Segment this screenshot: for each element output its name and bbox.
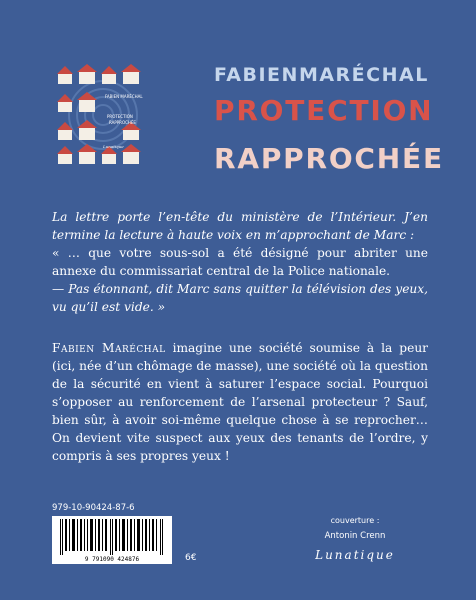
excerpt-paragraph-1: La lettre porte l’en-tête du ministère de l’Intérieur. J’en termine la lecture à haute voix en m’approchant de Marc :: [52, 210, 428, 242]
thumb-arc-text-1: FABIEN MARÉCHAL: [105, 94, 143, 99]
thumb-publisher: Lunatique: [103, 144, 124, 149]
blurb-text: imagine une société soumise à la peur (ici, née d’un chômage de masse), une société où la question de la sécurité en vient à saturer l’espace social. Pourquoi s’opposer au renforcement de l’arsenal protecteur ? Sauf, bien sûr, à avoir soi-même quelque chose à se reprocher… On devient vite suspect aux yeux des tenants de l’ordre, y compris à ses propres yeux !: [52, 341, 428, 463]
price: 6€: [185, 553, 197, 563]
excerpt-paragraph-3: [52, 280, 428, 316]
author-name: [214, 64, 428, 86]
book-title-line-2: RAPPROCHÉE: [214, 142, 444, 175]
author-first-name: FABIEN: [214, 64, 299, 86]
barcode: [52, 516, 172, 564]
blurb-author: Fabien Maréchal: [52, 341, 166, 355]
isbn: 979-10-90424-87-6: [52, 503, 135, 513]
excerpt-paragraph-3-text: Pas étonnant, dit Marc sans quitter la télévision des yeux, vu qu’il est vide. »: [52, 282, 428, 314]
author-last-name: MARÉCHAL: [298, 64, 429, 86]
thumb-arc-text-3: RAPPROCHÉE: [109, 120, 136, 125]
barcode-bars: [52, 516, 172, 564]
cover-thumbnail: [55, 60, 143, 170]
cover-credit-label: couverture :: [330, 516, 380, 525]
publisher-logo: Lunatique: [315, 548, 395, 562]
excerpt: [52, 208, 428, 316]
thumb-arc-text-2: PROTECTION: [107, 114, 133, 119]
back-cover-blurb: [52, 339, 428, 465]
cover-artist: Antonin Crenn: [324, 531, 386, 541]
barcode-digits: 9 791090 424876: [84, 556, 140, 563]
excerpt-paragraph-2: « … que votre sous-sol a été désigné pour abriter une annexe du commissariat central de la Police nationale.: [52, 246, 428, 278]
book-title-line-1: PROTECTION: [214, 94, 434, 127]
excerpt-dash: —: [52, 282, 69, 296]
houses-illustration: [55, 60, 143, 170]
